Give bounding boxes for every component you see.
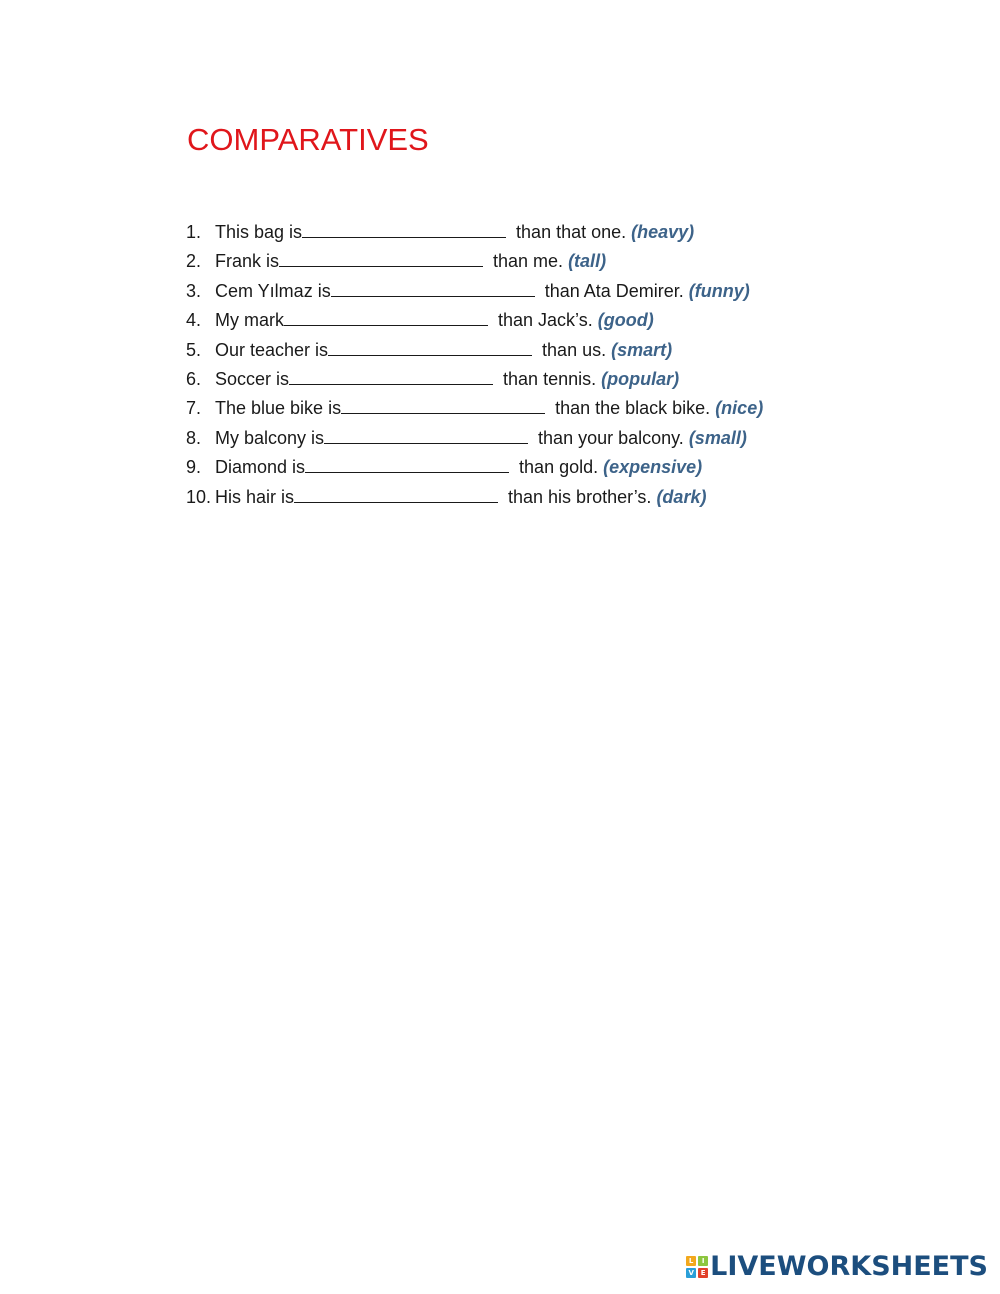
item-hint: (popular) (601, 368, 680, 389)
item-number: 3. (186, 280, 202, 301)
item-number: 2. (186, 251, 202, 272)
item-hint: (tall) (568, 251, 607, 272)
item-number: 8. (186, 427, 202, 448)
exercise-item (186, 247, 763, 276)
item-number: 7. (186, 398, 202, 419)
item-number: 9. (186, 457, 202, 478)
exercise-item (186, 453, 763, 482)
exercise-item (186, 218, 763, 247)
exercise-item (186, 336, 763, 365)
item-text-after: than us. (537, 339, 612, 360)
item-text-after: than tennis. (498, 368, 602, 389)
answer-blank[interactable] (284, 309, 488, 326)
item-text-before: Soccer is (215, 368, 290, 389)
answer-blank[interactable] (331, 280, 535, 297)
item-text-before: Frank is (215, 251, 280, 272)
item-hint: (nice) (715, 398, 764, 419)
answer-blank[interactable] (279, 250, 483, 267)
exercise-item (186, 483, 763, 512)
item-hint: (smart) (611, 339, 673, 360)
item-hint: (dark) (656, 486, 707, 507)
answer-blank[interactable] (305, 456, 509, 473)
item-number: 4. (186, 310, 202, 331)
item-hint: (funny) (688, 280, 750, 301)
answer-blank[interactable] (294, 486, 498, 503)
item-hint: (good) (597, 310, 654, 331)
answer-blank[interactable] (324, 427, 528, 444)
item-hint: (expensive) (603, 457, 703, 478)
exercise-item (186, 306, 763, 335)
item-text-before: My balcony is (215, 427, 325, 448)
item-text-before: The blue bike is (215, 398, 342, 419)
exercise-item (186, 424, 763, 453)
exercise-list (186, 218, 763, 512)
item-number: 5. (186, 339, 202, 360)
item-hint: (small) (688, 427, 747, 448)
item-text-before: His hair is (215, 486, 295, 507)
logo-mark-icon (686, 1256, 708, 1278)
liveworksheets-logo (686, 1250, 988, 1284)
item-number: 10. (186, 486, 212, 507)
item-text-after: than that one. (511, 222, 632, 242)
item-hint: (heavy) (631, 222, 695, 242)
item-text-after: than Jack’s. (493, 310, 598, 331)
item-text-before: This bag is (215, 222, 303, 242)
exercise-item (186, 365, 763, 394)
answer-blank[interactable] (289, 368, 493, 385)
item-text-before: Diamond is (215, 457, 306, 478)
page-title: COMPARATIVES (187, 122, 429, 157)
logo-mark-letter: V (686, 1268, 696, 1278)
logo-text: LIVEWORKSHEETS (710, 1251, 988, 1282)
logo-mark-letter: L (686, 1256, 696, 1266)
exercise-item (186, 277, 763, 306)
item-text-after: than your balcony. (533, 427, 689, 448)
item-text-after: than the black bike. (550, 398, 716, 419)
item-number: 6. (186, 368, 202, 389)
answer-blank[interactable] (328, 339, 532, 356)
item-text-before: Cem Yılmaz is (215, 280, 331, 301)
logo-mark-letter: I (698, 1256, 708, 1266)
item-text-before: My mark (215, 310, 284, 331)
item-text-after: than gold. (514, 457, 604, 478)
item-text-after: than his brother’s. (503, 486, 657, 507)
item-text-before: Our teacher is (215, 339, 329, 360)
item-text-after: than me. (488, 251, 569, 272)
exercise-item (186, 394, 763, 423)
item-number: 1. (186, 222, 202, 242)
answer-blank[interactable] (341, 397, 545, 414)
item-text-after: than Ata Demirer. (539, 280, 689, 301)
answer-blank[interactable] (302, 221, 506, 238)
logo-mark-letter: E (698, 1268, 708, 1278)
